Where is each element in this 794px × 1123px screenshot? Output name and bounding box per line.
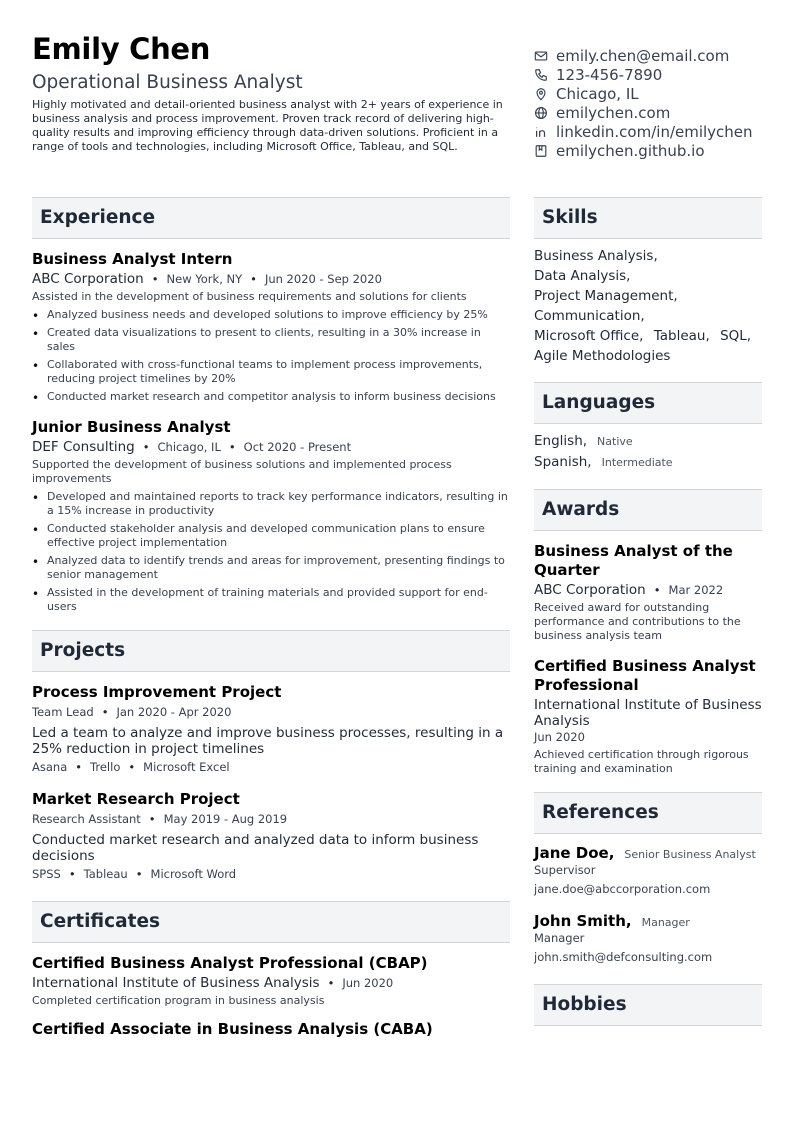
project-title: Market Research Project <box>32 790 240 808</box>
skill-line <box>534 266 762 286</box>
separator-dot: • <box>135 867 143 881</box>
tool-tag: Microsoft Excel <box>143 760 230 774</box>
separator-dot: • <box>653 583 661 597</box>
language-name: Spanish, <box>534 454 592 470</box>
left-column <box>32 197 510 1039</box>
job-title: Business Analyst Intern <box>32 250 233 268</box>
section-heading-references: References <box>534 792 762 834</box>
job-meta <box>32 439 510 456</box>
contact-linkedin-text: linkedin.com/in/emilychen <box>556 122 753 141</box>
separator-dot: • <box>142 440 150 454</box>
certificate-item <box>32 954 510 1008</box>
language-item <box>534 452 762 473</box>
skill-line <box>534 286 762 306</box>
separator-dot: • <box>128 760 136 774</box>
job-location: Chicago, IL <box>157 440 221 454</box>
project-meta <box>32 811 510 828</box>
skill-line <box>534 326 762 346</box>
award-title: Business Analyst of the Quarter <box>534 542 733 579</box>
job-summary: Assisted in the development of business requirements and solutions for clients <box>32 290 467 303</box>
skill-item: Microsoft Office, <box>534 328 644 344</box>
job-bullets <box>32 490 510 614</box>
project-description: Conducted market research and analyzed data to inform business decisions <box>32 832 479 864</box>
certificate-description: Completed certification program in business analysis <box>32 994 325 1007</box>
contact-phone-text: 123-456-7890 <box>556 65 663 84</box>
separator-dot: • <box>327 976 335 990</box>
bullet-item: • Created data visualizations to present to clients, resulting in a 30% increase in sales <box>32 326 510 354</box>
award-item <box>534 542 762 643</box>
project-title: Process Improvement Project <box>32 683 282 701</box>
profile-summary: Highly motivated and detail-oriented business analyst with 2+ years of experience in business analysis and process improvement. Proven track record of delivering high-quality results and improving efficiency through data-driven solutions. Proficient in a range of tools and technologies, including Microsoft Office, Tableau, and SQL. <box>32 98 503 153</box>
bookmark-page-icon <box>534 144 548 158</box>
section-heading-certificates: Certificates <box>32 901 510 943</box>
job-dates: Oct 2020 - Present <box>243 440 352 454</box>
contact-phone[interactable] <box>534 65 774 84</box>
award-title: Certified Business Analyst Professional <box>534 657 756 694</box>
reference-email[interactable]: jane.doe@abccorporation.com <box>534 882 711 896</box>
resume-header <box>32 32 762 172</box>
bullet-item: • Analyzed business needs and developed solutions to improve efficiency by 25% <box>32 308 510 322</box>
skill-item: Project Management, <box>534 288 678 304</box>
reference-item <box>534 844 762 898</box>
bullet-item: • Conducted market research and competitor analysis to inform business decisions <box>32 390 510 404</box>
tool-tag: Tableau <box>83 867 128 881</box>
tool-tag: Trello <box>90 760 121 774</box>
award-issuer: ABC Corporation <box>534 582 646 598</box>
company-name: ABC Corporation <box>32 271 144 287</box>
candidate-name: Emily Chen <box>32 32 211 66</box>
contact-website[interactable] <box>534 103 774 122</box>
language-level: Intermediate <box>601 456 673 469</box>
job-bullets <box>32 308 510 404</box>
separator-dot: • <box>228 440 236 454</box>
project-item <box>32 683 510 776</box>
certificate-title: Certified Associate in Business Analysis (CABA) <box>32 1020 433 1038</box>
award-description: Received award for outstanding performance and contributions to the business analysis team <box>534 601 741 642</box>
job-summary: Supported the development of business solutions and implemented process improvements <box>32 458 452 485</box>
language-level: Native <box>597 435 633 448</box>
skill-line <box>534 306 762 326</box>
reference-title: Manager <box>641 916 690 929</box>
skill-item: Communication, <box>534 308 645 324</box>
reference-header <box>534 844 762 862</box>
skill-line <box>534 346 762 366</box>
section-heading-skills: Skills <box>534 197 762 239</box>
contact-email-text: emily.chen@email.com <box>556 46 730 65</box>
section-heading-projects: Projects <box>32 630 510 672</box>
location-pin-icon <box>534 87 548 101</box>
bullet-item: • Assisted in the development of training materials and provided support for end-users <box>32 586 510 614</box>
skill-item: Agile Methodologies <box>534 348 671 364</box>
contact-github-text: emilychen.github.io <box>556 141 705 160</box>
languages-list <box>534 431 762 473</box>
mail-icon <box>534 49 548 63</box>
tool-tag: SPSS <box>32 867 61 881</box>
award-item <box>534 657 762 776</box>
bullet-item: • Conducted stakeholder analysis and developed communication plans to ensure effective project implementation <box>32 522 510 550</box>
skill-item: Tableau, <box>653 328 710 344</box>
project-dates: Jan 2020 - Apr 2020 <box>116 705 232 719</box>
separator-dot: • <box>250 272 257 286</box>
reference-name: Jane Doe, <box>534 844 615 862</box>
project-tools <box>32 759 510 776</box>
candidate-role: Operational Business Analyst <box>32 72 303 93</box>
separator-dot: • <box>151 272 159 286</box>
bullet-item: • Developed and maintained reports to track key performance indicators, resulting in a 15% increase in productivity <box>32 490 510 518</box>
project-dates: May 2019 - Aug 2019 <box>163 812 288 826</box>
reference-item <box>534 912 762 966</box>
award-date: Jun 2020 <box>534 730 585 744</box>
reference-position: Supervisor <box>534 863 596 877</box>
contact-github[interactable] <box>534 141 774 160</box>
award-meta <box>534 582 762 599</box>
certificate-meta <box>32 975 510 992</box>
contact-location-text: Chicago, IL <box>556 84 639 103</box>
project-meta <box>32 704 510 721</box>
skills-list <box>534 246 762 366</box>
project-role: Team Lead <box>32 705 94 719</box>
project-role: Research Assistant <box>32 812 141 826</box>
experience-item <box>32 418 510 614</box>
skill-item: Business Analysis, <box>534 248 658 264</box>
certificate-title: Certified Business Analyst Professional (CBAP) <box>32 954 428 972</box>
contact-location <box>534 84 774 103</box>
reference-name: John Smith, <box>534 912 632 930</box>
contact-linkedin[interactable] <box>534 122 774 141</box>
tool-tag: Asana <box>32 760 68 774</box>
language-name: English, <box>534 433 588 449</box>
certificate-date: Jun 2020 <box>342 976 394 990</box>
reference-email[interactable]: john.smith@defconsulting.com <box>534 950 713 964</box>
bullet-item: • Collaborated with cross-functional teams to implement process improvements, reducing project timelines by 20% <box>32 358 510 386</box>
section-heading-experience: Experience <box>32 197 510 239</box>
award-meta <box>534 697 762 729</box>
skill-item: SQL, <box>720 328 752 344</box>
globe-icon <box>534 106 548 120</box>
job-location: New York, NY <box>166 272 243 286</box>
right-column <box>534 197 762 1026</box>
reference-header <box>534 912 762 930</box>
contact-email[interactable] <box>534 46 774 65</box>
job-title: Junior Business Analyst <box>32 418 231 436</box>
phone-icon <box>534 68 548 82</box>
certificate-issuer: International Institute of Business Analysis <box>32 975 320 991</box>
certificate-item <box>32 1020 510 1039</box>
award-date: Mar 2022 <box>668 583 724 597</box>
contact-list <box>534 46 774 160</box>
language-item <box>534 431 762 452</box>
project-item <box>32 790 510 883</box>
section-heading-hobbies: Hobbies <box>534 984 762 1026</box>
separator-dot: • <box>101 705 109 719</box>
skill-item: Data Analysis, <box>534 268 631 284</box>
experience-item <box>32 250 510 404</box>
linkedin-icon <box>534 125 548 139</box>
job-dates: Jun 2020 - Sep 2020 <box>264 272 382 286</box>
skill-line <box>534 246 762 266</box>
separator-dot: • <box>75 760 83 774</box>
bullet-item: • Analyzed data to identify trends and areas for improvement, presenting findings to senior management <box>32 554 510 582</box>
section-heading-awards: Awards <box>534 489 762 531</box>
project-tools <box>32 866 510 883</box>
tool-tag: Microsoft Word <box>150 867 237 881</box>
separator-dot: • <box>68 867 76 881</box>
company-name: DEF Consulting <box>32 439 135 455</box>
section-heading-languages: Languages <box>534 382 762 424</box>
award-description: Achieved certification through rigorous training and examination <box>534 748 749 775</box>
reference-position: Manager <box>534 931 585 945</box>
separator-dot: • <box>148 812 156 826</box>
job-meta <box>32 271 510 288</box>
award-issuer: International Institute of Business Analysis <box>534 697 762 729</box>
contact-website-text: emilychen.com <box>556 103 671 122</box>
project-description: Led a team to analyze and improve business processes, resulting in a 25% reduction in project timelines <box>32 725 504 757</box>
reference-title: Senior Business Analyst <box>624 848 756 861</box>
